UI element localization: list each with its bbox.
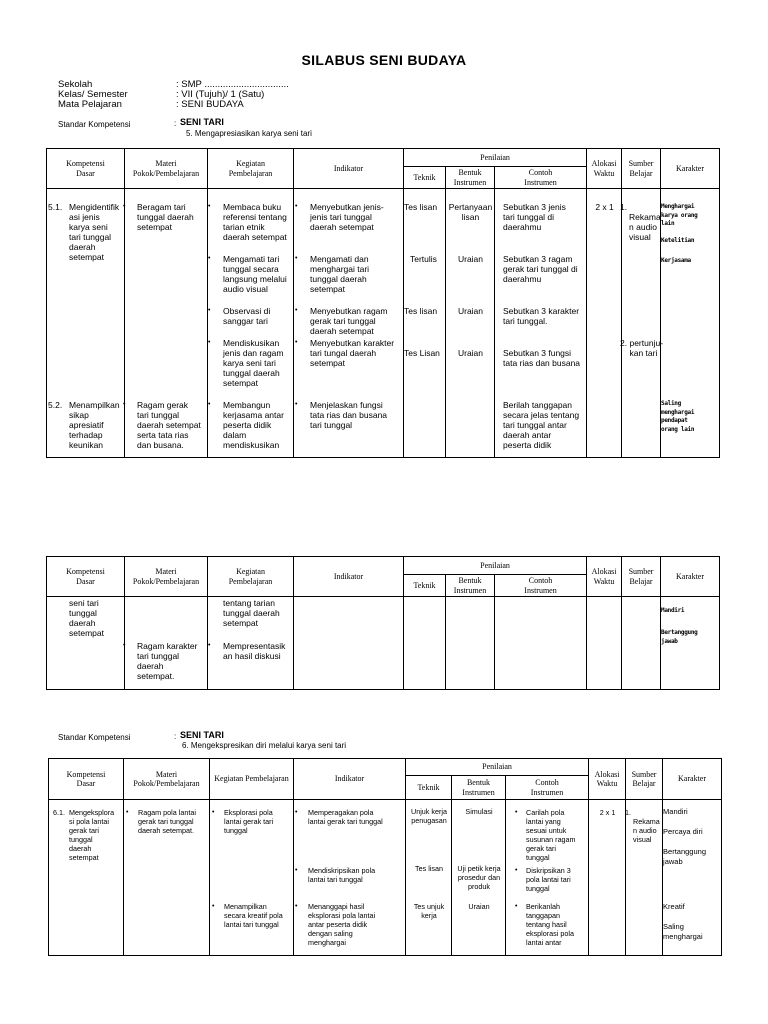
header-teknik: Teknik: [404, 167, 446, 189]
sk1-colon: :: [174, 119, 177, 128]
header-bentuk: Bentuk Instrumen: [446, 575, 495, 597]
karakter-text: Kerjasama: [661, 257, 691, 264]
header-sumber: Sumber Belajar: [626, 759, 663, 800]
header-kegiatan: Kegiatan Pembelajaran: [208, 149, 294, 189]
bullet-icon: •: [212, 903, 215, 910]
indikator-text: Menyebutkan jenis- jenis tari tunggal daerah setempat: [310, 202, 384, 232]
sk1-value: SENI TARI: [180, 117, 224, 127]
karakter-text: Mandiri: [663, 807, 688, 816]
contoh-text: Berilah tanggapan secara jelas tentang tari tunggal antar daerah antar peserta didik: [503, 400, 580, 450]
bullet-icon: •: [126, 809, 129, 816]
sumber-number: 1.: [625, 808, 632, 817]
karakter-text: Kreatif: [663, 902, 685, 911]
page-title: SILABUS SENI BUDAYA: [301, 52, 467, 68]
kd-text: Mengidentifik asi jenis karya seni tari tunggal daerah setempat: [69, 202, 120, 262]
bentuk-text: Uraian: [457, 254, 484, 264]
bullet-icon: •: [295, 203, 298, 210]
bullet-icon: •: [515, 809, 518, 816]
kd-number: 5.1.: [48, 202, 63, 212]
header-indikator: Indikator: [294, 557, 404, 597]
contoh-text: Carilah pola lantai yang sesuai untuk susunan ragam gerak tari tunggal: [526, 808, 576, 862]
teknik-text: Tes unjuk kerja: [413, 902, 445, 920]
header-indikator: Indikator: [294, 759, 406, 800]
contoh-text: Diskripsikan 3 pola lantai tari tunggal: [526, 866, 571, 893]
bullet-icon: •: [295, 339, 298, 346]
bullet-icon: •: [208, 307, 211, 314]
bullet-icon: •: [212, 809, 215, 816]
header-karakter: Karakter: [661, 149, 720, 189]
kd-number: 5.2.: [48, 400, 63, 410]
indikator-text: Menyebutkan ragam gerak tari tunggal daerah setempat: [310, 306, 388, 336]
materi-text: Ragam pola lantai gerak tari tunggal daerah setempat.: [138, 808, 196, 835]
bentuk-text: Simulasi: [465, 807, 493, 816]
sumber-number: 1.: [620, 202, 628, 212]
alokasi-text: 2 x 1: [599, 808, 616, 817]
teknik-text: Tertulis: [410, 254, 437, 264]
bullet-icon: •: [295, 867, 298, 874]
header-kompetensi-dasar: Kompetensi Dasar: [47, 557, 125, 597]
header-penilaian: Penilaian: [404, 149, 587, 167]
karakter-text: Saling menghargai pendapat orang lain: [661, 400, 695, 433]
bullet-icon: •: [295, 401, 298, 408]
header-kompetensi-dasar: Kompetensi Dasar: [47, 149, 125, 189]
header-materi: Materi Pokok/Pembelajaran: [125, 557, 208, 597]
sumber-text: Rekama n audio visual: [633, 817, 660, 844]
indikator-text: Menjelaskan fungsi tata rias dan busana tari tunggal: [310, 400, 388, 430]
indikator-text: Memperagakan pola lantai gerak tari tunggal: [308, 808, 383, 826]
kegiatan-text: Eksplorasi pola lantai gerak tari tunggal: [224, 808, 274, 835]
bullet-icon: •: [208, 255, 211, 262]
bentuk-text: Pertanyaan lisan: [448, 202, 493, 222]
header-contoh: Contoh Instrumen: [506, 776, 589, 800]
karakter-text: Percaya diri: [663, 827, 703, 836]
header-sumber: Sumber Belajar: [622, 149, 661, 189]
alokasi-text: 2 x 1: [595, 202, 614, 212]
header-kegiatan: Kegiatan Pembelajaran: [208, 557, 294, 597]
kd-number: 6.1.: [53, 808, 65, 817]
header-bentuk: Bentuk Instrumen: [446, 167, 495, 189]
header-indikator: Indikator: [294, 149, 404, 189]
bentuk-text: Uji petik kerja prosedur dan produk: [457, 864, 501, 891]
kegiatan-text: Membaca buku referensi tentang tarian etnik daerah setempat: [223, 202, 287, 242]
bullet-icon: •: [208, 203, 211, 210]
teknik-text: Tes lisan: [404, 202, 438, 212]
sekolah-label: Sekolah: [58, 79, 93, 90]
contoh-text: Berikanlah tanggapan tentang hasil eksplorasi pola lantai antar: [526, 902, 574, 947]
header-alokasi: Alokasi Waktu: [587, 557, 622, 597]
kelas-value: : VII (Tujuh)/ 1 (Satu): [176, 89, 265, 100]
bullet-icon: •: [515, 903, 518, 910]
karakter-text: Mandiri: [661, 607, 685, 614]
sk2-colon: :: [174, 732, 177, 741]
bullet-icon: •: [123, 401, 126, 408]
silabus-table-3: [48, 758, 722, 956]
kegiatan-text: Membangun kerjasama antar peserta didik dalam mendiskusikan: [223, 400, 284, 450]
header-penilaian: Penilaian: [404, 557, 587, 575]
karakter-text: Bertanggung jawab: [663, 847, 706, 866]
sk2-desc: 6. Mengekspresikan diri melalui karya seni tari: [182, 741, 347, 750]
kd-text: Menampilkan sikap apresiatif terhadap keunikan: [69, 400, 120, 450]
header-alokasi: Alokasi Waktu: [587, 149, 622, 189]
kegiatan-text: Mempresentasik an hasil diskusi: [223, 641, 286, 661]
bullet-icon: •: [295, 903, 298, 910]
sumber-text: 2. pertunju- kan tari: [620, 338, 664, 358]
kelas-label: Kelas/ Semester: [58, 89, 128, 100]
contoh-text: Sebutkan 3 ragam gerak tari tunggal di daerahmu: [503, 254, 578, 284]
header-contoh: Contoh Instrumen: [495, 167, 587, 189]
teknik-text: Tes Lisan: [404, 348, 440, 358]
bentuk-text: Uraian: [468, 902, 490, 911]
bullet-icon: •: [295, 255, 298, 262]
kegiatan-text: tentang tarian tunggal daerah setempat: [223, 598, 280, 628]
kegiatan-text: Menampilkan secara kreatif pola lantai tari tunggal: [224, 902, 283, 929]
sk2-value: SENI TARI: [180, 730, 224, 740]
bullet-icon: •: [208, 339, 211, 346]
bullet-icon: •: [295, 307, 298, 314]
sk1-desc: 5. Mengapresiasikan karya seni tari: [186, 129, 312, 138]
silabus-table-2: [46, 556, 720, 690]
sumber-text: Rekama n audio visual: [629, 212, 661, 242]
bullet-icon: •: [123, 642, 126, 649]
header-bentuk: Bentuk Instrumen: [452, 776, 506, 800]
header-karakter: Karakter: [663, 759, 722, 800]
sekolah-value: : SMP ................................: [176, 79, 289, 90]
teknik-text: Unjuk kerja penugasan: [411, 807, 447, 825]
mapel-label: Mata Pelajaran: [58, 99, 122, 110]
header-materi: Materi Pokok/Pembelajaran: [125, 149, 208, 189]
karakter-text: Saling menghargai: [663, 922, 703, 941]
contoh-text: Sebutkan 3 fungsi tata rias dan busana: [503, 348, 581, 368]
bentuk-text: Uraian: [457, 306, 484, 316]
kd-text: Mengeksplora si pola lantai gerak tari tunggal daerah setempat: [69, 808, 115, 862]
materi-text: Beragam tari tunggal daerah setempat: [137, 202, 194, 232]
header-materi: Materi Pokok/Pembelajaran: [124, 759, 210, 800]
header-penilaian: Penilaian: [406, 759, 589, 776]
indikator-text: Mendiskripsikan pola lantai tari tunggal: [308, 866, 376, 884]
mapel-value: : SENI BUDAYA: [176, 99, 244, 110]
karakter-text: Ketelitian: [661, 237, 695, 244]
bullet-icon: •: [515, 867, 518, 874]
header-karakter: Karakter: [661, 557, 720, 597]
materi-text: Ragam gerak tari tunggal daerah setempat serta tata rias dan busana.: [137, 400, 201, 450]
header-kompetensi-dasar: Kompetensi Dasar: [49, 759, 124, 800]
bullet-icon: •: [208, 642, 211, 649]
kegiatan-text: Mendiskusikan jenis dan ragam karya seni tari tunggal daerah setempat: [223, 338, 284, 388]
teknik-text: Tes lisan: [415, 864, 443, 873]
karakter-text: Menghargai karya orang lain: [661, 203, 698, 227]
sk1-label: Standar Kompetensi: [58, 120, 131, 129]
header-teknik: Teknik: [406, 776, 452, 800]
bullet-icon: •: [208, 401, 211, 408]
kegiatan-text: Mengamati tari tunggal secara langsung melalui audio visual: [223, 254, 287, 294]
header-alokasi: Alokasi Waktu: [589, 759, 626, 800]
bullet-icon: •: [295, 809, 298, 816]
materi-text: Ragam karakter tari tunggal daerah setempat.: [137, 641, 198, 681]
silabus-table-1: [46, 148, 720, 458]
indikator-text: Menanggapi hasil eksplorasi pola lantai antar peserta didik dengan saling menghargai: [308, 902, 376, 947]
kd-text: seni tari tunggal daerah setempat: [69, 598, 104, 638]
indikator-text: Menyebutkan karakter tari tungal daerah setempat: [310, 338, 395, 368]
teknik-text: Tes lisan: [404, 306, 438, 316]
kegiatan-text: Observasi di sanggar tari: [223, 306, 271, 326]
contoh-text: Sebutkan 3 jenis tari tunggal di daerahmu: [503, 202, 566, 232]
header-kegiatan: Kegiatan Pembelajaran: [210, 759, 294, 800]
indikator-text: Mengamati dan menghargai tari tunggal daerah setempat: [310, 254, 370, 294]
header-contoh: Contoh Instrumen: [495, 575, 587, 597]
sk2-label: Standar Kompetensi: [58, 733, 131, 742]
bullet-icon: •: [123, 203, 126, 210]
contoh-text: Sebutkan 3 karakter tari tunggal.: [503, 306, 580, 326]
header-teknik: Teknik: [404, 575, 446, 597]
bentuk-text: Uraian: [457, 348, 484, 358]
header-sumber: Sumber Belajar: [622, 557, 661, 597]
karakter-text: Bertanggung jawab: [661, 629, 698, 645]
